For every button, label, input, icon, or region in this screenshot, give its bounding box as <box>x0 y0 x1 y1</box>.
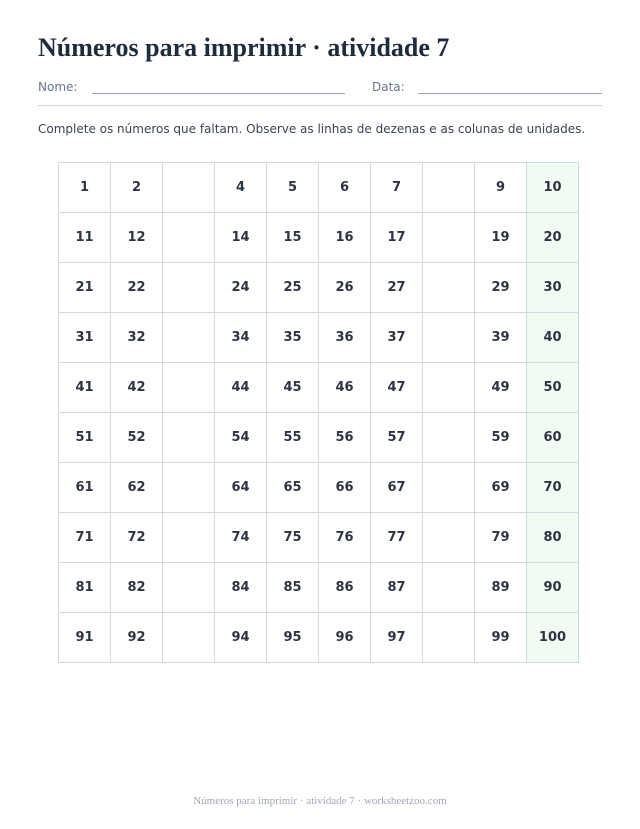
blank-cell <box>163 213 215 263</box>
blank-cell <box>163 263 215 313</box>
date-line <box>418 93 602 94</box>
blank-cell <box>423 363 475 413</box>
blank-cell <box>423 613 475 663</box>
number-cell: 86 <box>319 563 371 613</box>
blank-cell <box>163 363 215 413</box>
number-cell: 99 <box>475 613 527 663</box>
number-cell: 11 <box>59 213 111 263</box>
number-cell: 42 <box>111 363 163 413</box>
number-cell: 59 <box>475 413 527 463</box>
blank-cell <box>423 563 475 613</box>
number-cell: 41 <box>59 363 111 413</box>
date-label: Data: <box>372 80 405 94</box>
number-cell: 22 <box>111 263 163 313</box>
name-line <box>92 93 345 94</box>
number-cell: 52 <box>111 413 163 463</box>
number-cell: 20 <box>527 213 579 263</box>
number-cell: 96 <box>319 613 371 663</box>
grid-row <box>59 313 579 363</box>
number-cell: 62 <box>111 463 163 513</box>
number-cell: 10 <box>527 163 579 213</box>
number-cell: 7 <box>371 163 423 213</box>
blank-cell <box>163 413 215 463</box>
number-cell: 31 <box>59 313 111 363</box>
grid-row <box>59 613 579 663</box>
grid-row <box>59 413 579 463</box>
number-cell: 94 <box>215 613 267 663</box>
number-cell: 12 <box>111 213 163 263</box>
number-cell: 97 <box>371 613 423 663</box>
footer: Números para imprimir · atividade 7 · worksheetzoo.com <box>193 795 447 807</box>
number-cell: 71 <box>59 513 111 563</box>
number-cell: 90 <box>527 563 579 613</box>
grid-row <box>59 363 579 413</box>
number-cell: 69 <box>475 463 527 513</box>
blank-cell <box>423 313 475 363</box>
number-cell: 51 <box>59 413 111 463</box>
blank-cell <box>163 313 215 363</box>
number-cell: 25 <box>267 263 319 313</box>
blank-cell <box>163 513 215 563</box>
number-cell: 27 <box>371 263 423 313</box>
number-cell: 65 <box>267 463 319 513</box>
number-cell: 64 <box>215 463 267 513</box>
blank-cell <box>423 213 475 263</box>
number-cell: 37 <box>371 313 423 363</box>
grid-row <box>59 163 579 213</box>
blank-cell <box>163 563 215 613</box>
number-cell: 92 <box>111 613 163 663</box>
number-cell: 30 <box>527 263 579 313</box>
number-cell: 54 <box>215 413 267 463</box>
grid-row <box>59 263 579 313</box>
number-cell: 82 <box>111 563 163 613</box>
number-cell: 61 <box>59 463 111 513</box>
number-cell: 89 <box>475 563 527 613</box>
number-cell: 66 <box>319 463 371 513</box>
number-cell: 21 <box>59 263 111 313</box>
number-cell: 72 <box>111 513 163 563</box>
number-cell: 70 <box>527 463 579 513</box>
number-cell: 49 <box>475 363 527 413</box>
grid-row <box>59 513 579 563</box>
blank-cell <box>163 463 215 513</box>
grid-row <box>59 463 579 513</box>
number-cell: 4 <box>215 163 267 213</box>
number-cell: 56 <box>319 413 371 463</box>
number-cell: 34 <box>215 313 267 363</box>
number-cell: 77 <box>371 513 423 563</box>
name-label: Nome: <box>38 80 78 94</box>
number-cell: 6 <box>319 163 371 213</box>
number-cell: 16 <box>319 213 371 263</box>
number-cell: 50 <box>527 363 579 413</box>
number-cell: 47 <box>371 363 423 413</box>
number-cell: 14 <box>215 213 267 263</box>
number-cell: 39 <box>475 313 527 363</box>
number-cell: 46 <box>319 363 371 413</box>
number-cell: 55 <box>267 413 319 463</box>
number-cell: 79 <box>475 513 527 563</box>
blank-cell <box>163 163 215 213</box>
number-cell: 35 <box>267 313 319 363</box>
worksheet-title: Números para imprimir · atividade 7 <box>38 33 450 62</box>
number-cell: 76 <box>319 513 371 563</box>
number-cell: 60 <box>527 413 579 463</box>
number-cell: 19 <box>475 213 527 263</box>
hundred-chart <box>58 162 579 663</box>
number-cell: 74 <box>215 513 267 563</box>
number-cell: 85 <box>267 563 319 613</box>
blank-cell <box>423 413 475 463</box>
number-cell: 1 <box>59 163 111 213</box>
number-cell: 2 <box>111 163 163 213</box>
number-cell: 9 <box>475 163 527 213</box>
number-cell: 36 <box>319 313 371 363</box>
number-cell: 80 <box>527 513 579 563</box>
instructions: Complete os números que faltam. Observe as linhas de dezenas e as colunas de unidades. <box>38 122 586 136</box>
number-cell: 75 <box>267 513 319 563</box>
number-cell: 81 <box>59 563 111 613</box>
blank-cell <box>423 163 475 213</box>
student-fields <box>38 80 602 96</box>
number-cell: 17 <box>371 213 423 263</box>
number-cell: 100 <box>527 613 579 663</box>
grid-row <box>59 563 579 613</box>
number-cell: 5 <box>267 163 319 213</box>
number-cell: 87 <box>371 563 423 613</box>
number-cell: 15 <box>267 213 319 263</box>
number-cell: 91 <box>59 613 111 663</box>
number-cell: 44 <box>215 363 267 413</box>
number-cell: 84 <box>215 563 267 613</box>
number-cell: 24 <box>215 263 267 313</box>
number-cell: 26 <box>319 263 371 313</box>
number-cell: 95 <box>267 613 319 663</box>
number-cell: 32 <box>111 313 163 363</box>
header-divider <box>38 105 602 106</box>
grid-row <box>59 213 579 263</box>
number-cell: 29 <box>475 263 527 313</box>
number-cell: 45 <box>267 363 319 413</box>
blank-cell <box>423 263 475 313</box>
blank-cell <box>163 613 215 663</box>
number-cell: 57 <box>371 413 423 463</box>
blank-cell <box>423 513 475 563</box>
number-cell: 40 <box>527 313 579 363</box>
blank-cell <box>423 463 475 513</box>
number-cell: 67 <box>371 463 423 513</box>
